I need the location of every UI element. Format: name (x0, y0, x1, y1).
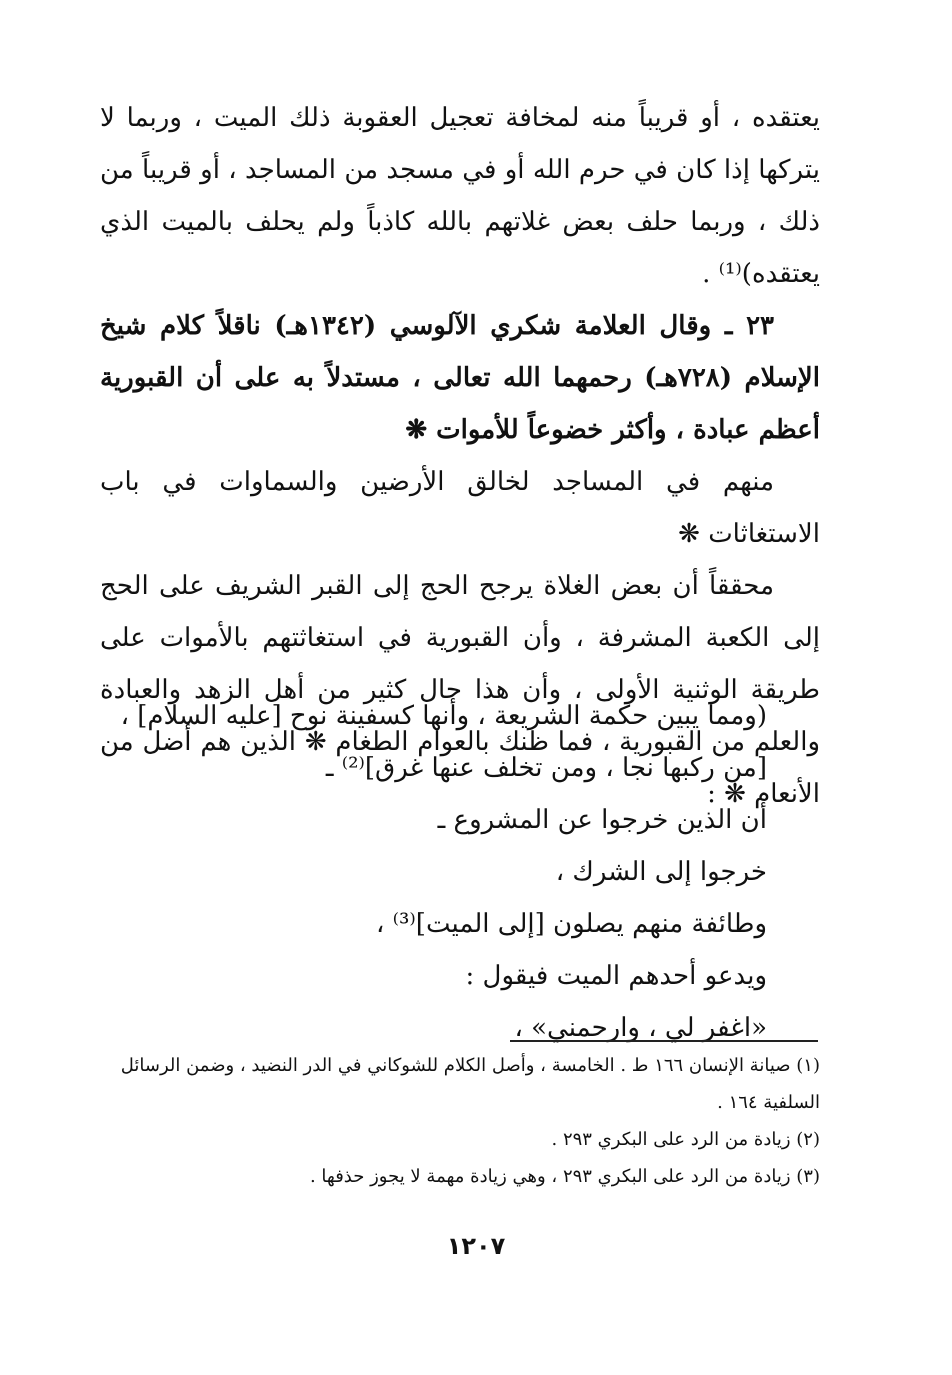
paragraph-2: ٢٣ ـ وقال العلامة شكري الآلوسي (١٣٤٢هـ) ناقلاً كلام شيخ الإسلام (٧٢٨هـ) رحمهما الله تعالى ، مستدلاً به على أن القبورية أعظم عبادة ، وأكثر خضوعاً للأموات ❋ (100, 311, 820, 445)
quote-line-1: (ومما يبين حكمة الشريعة ، وأنها كسفينة نوح [عليه السلام] ، (120, 701, 767, 731)
paragraph-3: منهم في المساجد لخالق الأرضين والسماوات في باب الاستغاثات ❋ (100, 467, 820, 549)
footnote-3: (٣) زيادة من الرد على البكري ٢٩٣ ، وهي زيادة مهمة لا يجوز حذفها . (309, 1166, 820, 1187)
quote-line-7: «اغفر لي ، وارحمني» ، (514, 1013, 767, 1043)
footnote-1: (١) صيانة الإنسان ١٦٦ ط . الخامسة ، وأصل الكلام للشوكاني في الدر النضيد ، وضمن الرسائل السلفية ١٦٤ . (120, 1055, 820, 1113)
quote-line-2: [من ركبها نجا ، ومن تخلف عنها غرق]⁽²⁾ ـ (325, 753, 767, 783)
quote-line-4: خرجوا إلى الشرك ، (555, 857, 767, 887)
quote-line-5: وطائفة منهم يصلون [إلى الميت]⁽³⁾ ، (375, 909, 767, 939)
paragraph-1: يعتقده ، أو قريباً منه لمخافة تعجيل العقوبة ذلك الميت ، وربما لا يتركها إذا كان في حرم الله أو في مسجد من المساجد ، أو قريباً من ذلك ، وربما حلف بعض غلاتهم بالله كاذباً ولم يحلف بالميت الذي يعتقده)⁽¹⁾ . (100, 103, 820, 289)
paragraph-4: محققاً أن بعض الغلاة يرجح الحج إلى القبر الشريف على الحج إلى الكعبة المشرفة ، وأن القبورية في استغاثتهم بالأموات على طريقة الوثنية الأولى ، وأن هذا حال كثير من أهل الزهد والعبادة والعلم من القبورية ، فما ظنك بالعوام الطغام ❋ الذين هم أضل من الأنعام ❋ : (100, 571, 820, 809)
quote-line-6: ويدعو أحدهم الميت فيقول : (465, 961, 767, 991)
footnote-2: (٢) زيادة من الرد على البكري ٢٩٣ . (551, 1129, 820, 1150)
quote-line-3: أن الذين خرجوا عن المشروع ـ (437, 805, 767, 835)
footnotes (100, 1047, 820, 1195)
footnote-divider (510, 1040, 818, 1042)
quoted-passage (120, 690, 767, 1054)
page-number: ١٢٠٧ (446, 1232, 506, 1260)
